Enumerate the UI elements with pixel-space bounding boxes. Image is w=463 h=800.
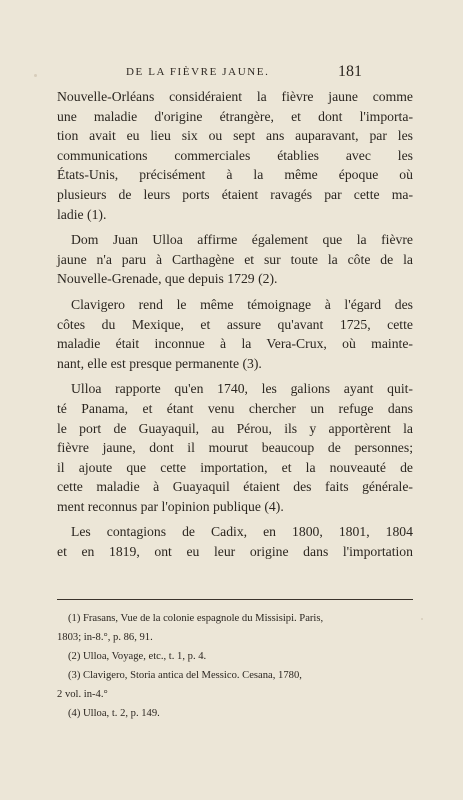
text-line: fièvre jaune, dont il mourut beaucoup de personnes;	[57, 440, 413, 456]
footnote: (4) Ulloa, t. 2, p. 149.	[68, 708, 160, 719]
footnote: 1803; in-8.°, p. 86, 91.	[57, 632, 153, 643]
text-line: plusieurs de leurs ports étaient ravagés par cette ma-	[57, 186, 413, 202]
text-line: le port de Guayaquil, au Pérou, ils y apportèrent la	[57, 420, 413, 436]
paragraph	[57, 522, 413, 561]
text-line: ladie (1).	[57, 206, 107, 222]
text-line: Dom Juan Ulloa affirme également que la fièvre	[71, 232, 413, 248]
text-line: maladie était inconnue à la Vera-Crux, où mainte-	[57, 336, 413, 352]
text-line: une maladie d'origine étrangère, et dont l'importa-	[57, 108, 413, 124]
text-line: Clavigero rend le même témoignage à l'égard des	[71, 296, 413, 312]
text-line: cette maladie à Guayaquil étaient des faits générale-	[57, 479, 413, 495]
text-line: Ulloa rapporte qu'en 1740, les galions ayant quit-	[71, 381, 413, 397]
text-line: Nouvelle-Grenade, que depuis 1729 (2).	[57, 271, 278, 287]
text-line: il ajoute que cette importation, et la nouveauté de	[57, 459, 413, 475]
paragraph	[57, 379, 413, 516]
footnote-rule	[57, 599, 413, 600]
text-line: nant, elle est presque permanente (3).	[57, 355, 262, 371]
running-head	[0, 64, 463, 84]
footnote: (2) Ulloa, Voyage, etc., t. 1, p. 4.	[68, 651, 207, 662]
text-line: té Panama, et étant venu chercher un refuge dans	[57, 400, 413, 416]
text-line: tion avait eu lieu six ou sept ans auparavant, par les	[57, 128, 413, 144]
paragraph	[57, 87, 413, 224]
text-line: jaune n'a paru à Carthagène et sur toute la côte de la	[57, 251, 413, 267]
footnote: 2 vol. in-4.°	[57, 689, 108, 700]
text-line: côtes du Mexique, et assure qu'avant 1725, cette	[57, 316, 413, 332]
footnote: (1) Frasans, Vue de la colonie espagnole du Missisipi. Paris,	[68, 613, 324, 624]
body-text	[57, 87, 413, 562]
text-line: Nouvelle-Orléans considéraient la fièvre jaune comme	[57, 89, 413, 104]
footnotes	[57, 609, 417, 723]
running-title: DE LA FIÈVRE JAUNE.	[126, 66, 270, 78]
paragraph	[57, 230, 413, 289]
paper-spot	[421, 618, 423, 620]
footnote: (3) Clavigero, Storia antica del Messico. Cesana, 1780,	[68, 670, 302, 681]
text-line: États-Unis, précisément à la même époque où	[57, 167, 413, 183]
text-line: et en 1819, ont eu leur origine dans l'importation	[57, 544, 413, 560]
text-line: ment reconnus par l'opinion publique (4).	[57, 498, 284, 514]
text-line: communications commerciales établies avec les	[57, 147, 413, 163]
page-number: 181	[338, 63, 362, 80]
text-line: Les contagions de Cadix, en 1800, 1801, 1804	[71, 524, 413, 540]
paragraph	[57, 295, 413, 373]
